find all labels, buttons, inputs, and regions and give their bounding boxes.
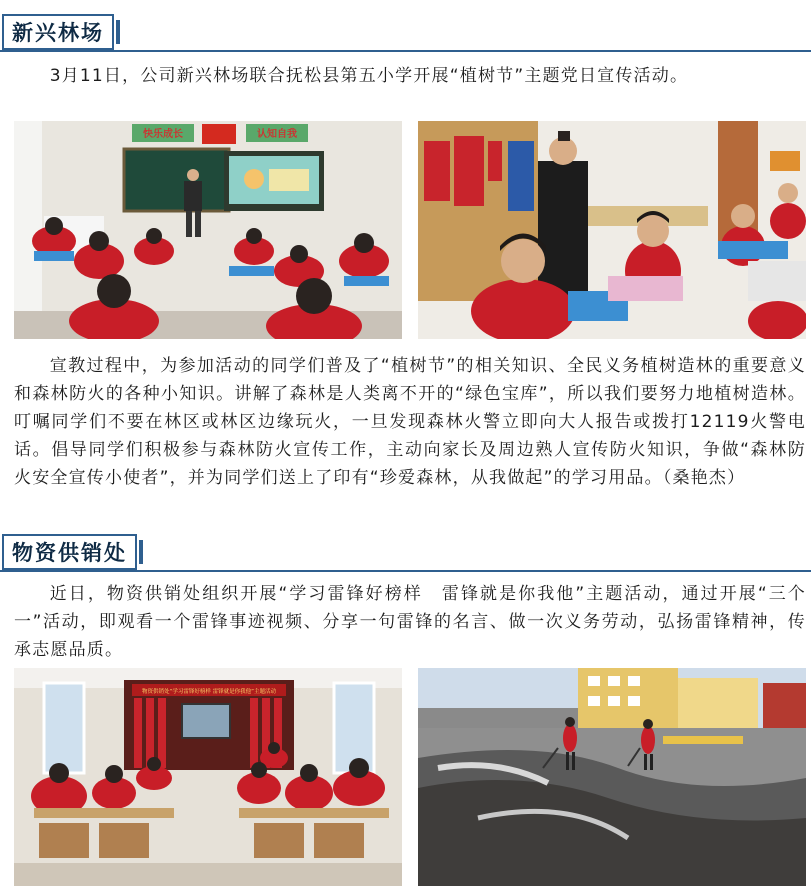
section-divider [0,570,811,572]
paragraph-intro: 3月11日，公司新兴林场联合抚松县第五小学开展“植树节”主题党日宣传活动。 [49,66,689,86]
section-title: 新兴林场 [2,14,114,50]
photo-volunteer-labor [418,668,806,886]
paragraph-leifeng: 近日，物资供销处组织开展“学习雷锋好榜样 雷锋就是你我他”主题活动，通过开展“三个一”活动，即观看一个雷锋事迹视频、分享一句雷锋的名言、做一次义务劳动，弘扬雷锋精神，传承志愿品质。 [14,584,806,660]
meeting-banner-text: 物资供销处“学习雷锋好榜样 雷锋就是你我他”主题活动 [142,689,276,695]
photo-classroom-lecture [14,121,402,339]
section-divider [0,50,811,52]
section-header-xinxing [0,14,811,52]
photo-pupils-gifts [418,121,806,339]
banner-left-text: 快乐成长 [143,129,183,140]
photo-meeting-room [14,668,402,886]
banner-right-text: 认知自我 [257,129,297,140]
section-header-supply [0,534,811,572]
paragraph-details: 宣教过程中，为参加活动的同学们普及了“植树节”的相关知识、全民义务植树造林的重要意义和森林防火的各种小知识。讲解了森林是人类离不开的“绿色宝库”，所以我们要努力地植树造林。叮嘱同学们不要在林区或林区边缘玩火，一旦发现森林火警立即向大人报告或拨打12119火警电话。倡导同学们积极参与森林防火宣传工作，主动向家长及周边熟人宣传防火知识，争做“森林防火安全宣传小使者”，并为同学们送上了印有“珍爱森林，从我做起”的学习用品。（桑艳杰） [14,356,806,488]
section-title: 物资供销处 [2,534,137,570]
